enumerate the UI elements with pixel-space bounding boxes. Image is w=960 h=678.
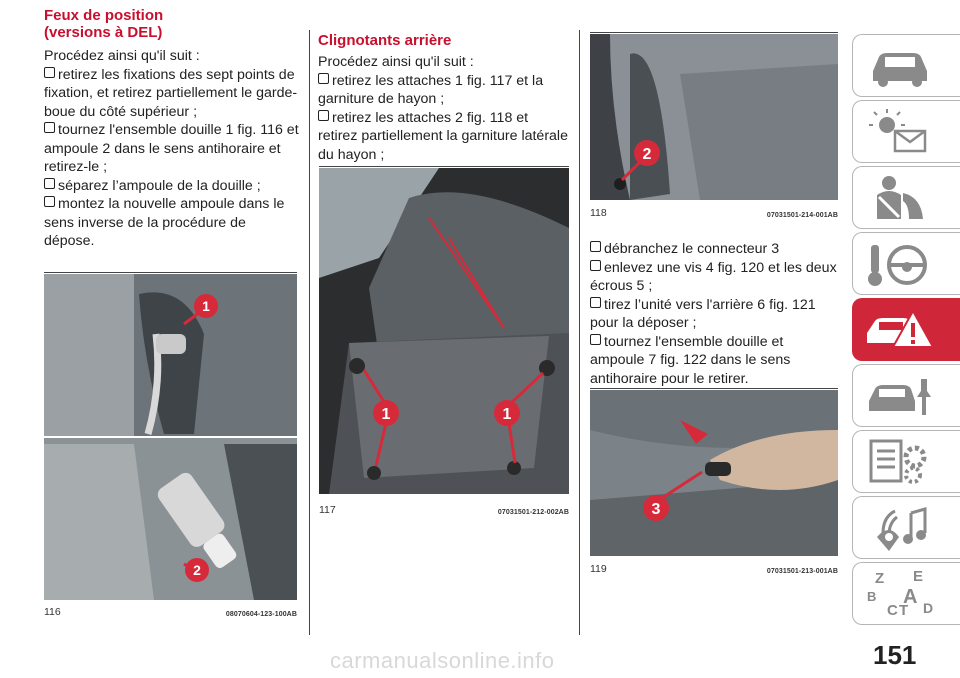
- checkbox-icon: [44, 122, 55, 133]
- figure-117-caption: [319, 504, 569, 516]
- callout-2: 2: [642, 146, 652, 163]
- figure-117-image: [319, 168, 569, 494]
- tab-emergency[interactable]: [852, 298, 960, 361]
- column-divider: [309, 30, 310, 635]
- svg-text:E: E: [913, 569, 924, 585]
- page-number: 151: [873, 640, 917, 670]
- svg-text:T: T: [899, 602, 909, 619]
- tab-technical-data[interactable]: [852, 430, 960, 493]
- figure-118-caption: [590, 207, 838, 219]
- multimedia-icon: [865, 503, 935, 553]
- figure-118-image: [590, 34, 838, 200]
- technical-data-icon: [865, 437, 935, 487]
- section-title: Feux de position: [44, 7, 164, 24]
- checkbox-icon: [44, 67, 55, 78]
- checkbox-icon: [318, 110, 329, 121]
- figure-code: 07031501-214-001AB: [766, 212, 838, 219]
- figure-number: 118: [590, 207, 607, 219]
- callout-3: 3: [651, 501, 661, 518]
- section-title: Clignotants arrière: [318, 32, 452, 49]
- warning-lights-icon: [865, 107, 935, 157]
- tab-maintenance[interactable]: [852, 364, 960, 427]
- step-item: tournez l'ensemble douille et ampoule 7 fig. 122 dans le sens antihoraire pour le retirer.: [590, 333, 791, 387]
- step-item: tirez l’unité vers l'arrière 6 fig. 121 pour la déposer ;: [590, 296, 816, 331]
- svg-text:Z: Z: [875, 570, 885, 587]
- seat-safety-icon: [865, 173, 935, 223]
- step-item: retirez les fixations des sept points de fixation, et retirez partiellement le garde-boue du côté supérieur ;: [44, 66, 298, 120]
- step-item: montez la nouvelle ampoule dans le sens inverse de la procédure de dépose.: [44, 196, 285, 249]
- svg-text:C: C: [887, 602, 898, 619]
- tab-multimedia[interactable]: [852, 496, 960, 559]
- figure-code: 07031501-212-002AB: [497, 509, 569, 516]
- checkbox-icon: [590, 241, 601, 252]
- step-item: retirez les attaches 2 fig. 118 et retirez partiellement la garniture latérale du hayon ;: [318, 109, 568, 163]
- tab-vehicle[interactable]: [852, 34, 960, 97]
- figure-code: 08070604-123-100AB: [225, 611, 297, 618]
- step-item: débranchez le connecteur 3: [590, 240, 840, 259]
- checkbox-icon: [590, 297, 601, 308]
- figure-rule: [319, 166, 569, 167]
- column-3-text: [590, 240, 840, 388]
- callout-2: 2: [193, 562, 201, 578]
- figure-116-image: [44, 274, 297, 600]
- index-icon: [865, 569, 945, 619]
- svg-text:B: B: [867, 589, 877, 604]
- step-item: enlevez une vis 4 fig. 120 et les deux écrous 5 ;: [590, 259, 837, 294]
- figure-119-caption: [590, 563, 838, 575]
- figure-code: 07031501-213-001AB: [766, 568, 838, 575]
- checkbox-icon: [44, 196, 55, 207]
- checkbox-icon: [44, 178, 55, 189]
- step-item: retirez les attaches 1 fig. 117 et la garniture de hayon ;: [318, 72, 544, 107]
- checkbox-icon: [590, 334, 601, 345]
- tab-safety[interactable]: [852, 166, 960, 229]
- car-icon: [865, 41, 935, 91]
- figure-number: 116: [44, 606, 61, 618]
- callout-1: 1: [381, 406, 391, 423]
- intro-text: Procédez ainsi qu'il suit :: [318, 54, 474, 70]
- svg-text:D: D: [923, 600, 934, 616]
- svg-text:A: A: [903, 586, 918, 608]
- figure-116-caption: [44, 606, 297, 618]
- steering-key-icon: [865, 239, 935, 289]
- tab-warnings[interactable]: [852, 100, 960, 163]
- column-1: [44, 0, 300, 251]
- figure-number: 119: [590, 563, 607, 575]
- step-item: séparez l’ampoule de la douille ;: [44, 177, 300, 196]
- maintenance-icon: [865, 371, 935, 421]
- watermark: carmanualsonline.info: [330, 648, 555, 673]
- column-2: [318, 0, 570, 164]
- figure-rule: [44, 272, 297, 273]
- figure-119-image: [590, 390, 838, 556]
- figure-number: 117: [319, 504, 336, 516]
- emergency-icon: [865, 305, 935, 355]
- callout-1: 1: [502, 406, 512, 423]
- step-item: tournez l'ensemble douille 1 fig. 116 et ampoule 2 dans le sens antihoraire et retirez-le ;: [44, 122, 299, 175]
- column-divider: [579, 30, 580, 635]
- callout-1: 1: [202, 298, 210, 314]
- checkbox-icon: [590, 260, 601, 271]
- intro-text: Procédez ainsi qu'il suit :: [44, 48, 200, 64]
- section-subtitle: (versions à DEL): [44, 24, 163, 41]
- tab-index[interactable]: [852, 562, 960, 625]
- tab-starting[interactable]: [852, 232, 960, 295]
- figure-rule: [590, 388, 838, 389]
- figure-rule: [590, 32, 838, 33]
- checkbox-icon: [318, 73, 329, 84]
